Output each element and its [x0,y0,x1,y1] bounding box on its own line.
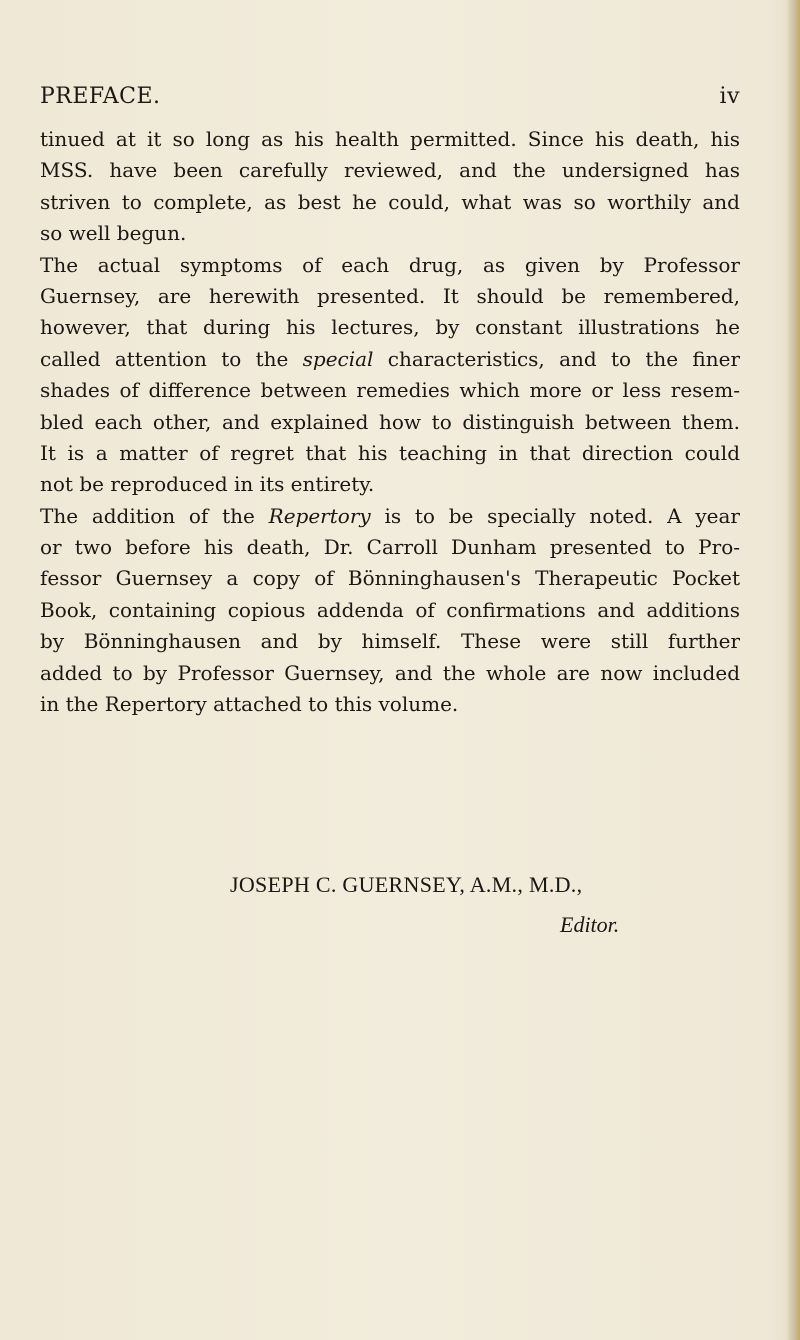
signature-name: JOSEPH C. GUERNSEY, A.M., M.D., [230,872,583,897]
running-head [40,84,740,112]
text-line: bled each other, and explained how to distinguish between them. [40,409,740,434]
text-segment: characteristics, and to the finer [373,346,740,371]
text-line: by Bönninghausen and by himself. These were still further [40,629,740,654]
text-segment: called attention to the [40,346,303,371]
text-line: in the Repertory attached to this volume. [40,692,459,717]
text-line: MSS. have been carefully reviewed, and the undersigned has [40,158,740,183]
text-line: added to by Professor Guernsey, and the whole are now included [40,660,740,685]
signature-role: Editor. [560,912,620,937]
text-line: however, that during his lectures, by constant illustrations he [40,315,740,340]
text-line [40,344,740,375]
text-line [40,501,740,532]
page-edge-shadow [786,0,800,1340]
text-line: shades of difference between remedies which more or less resem- [40,378,740,403]
text-line: so well begun. [40,221,187,246]
text-line: It is a matter of regret that his teaching in that direction could [40,440,740,465]
text-line: striven to complete, as best he could, what was so worthily and [40,189,740,214]
text-segment: is to be specially noted. A year [370,503,740,528]
emphasis-special: special [302,346,374,371]
text-segment: The addition of the [40,503,269,528]
text-line: or two before his death, Dr. Carroll Dunham presented to Pro- [40,535,740,560]
text-line: not be reproduced in its entirety. [40,472,375,497]
preface-body-text [40,124,740,720]
text-line: tinued at it so long as his health permitted. Since his death, his [40,127,740,151]
text-line: fessor Guernsey a copy of Bönninghausen's Therapeutic Pocket [40,566,740,591]
page-number: iv [719,84,740,109]
running-head-title: PREFACE. [40,84,161,109]
text-line: Book, containing copious addenda of confirmations and additions [40,597,740,622]
emphasis-repertory: Repertory [268,503,371,528]
text-line: Guernsey, are herewith presented. It should be remembered, [40,283,740,308]
text-line: The actual symptoms of each drug, as given by Professor [40,252,740,277]
